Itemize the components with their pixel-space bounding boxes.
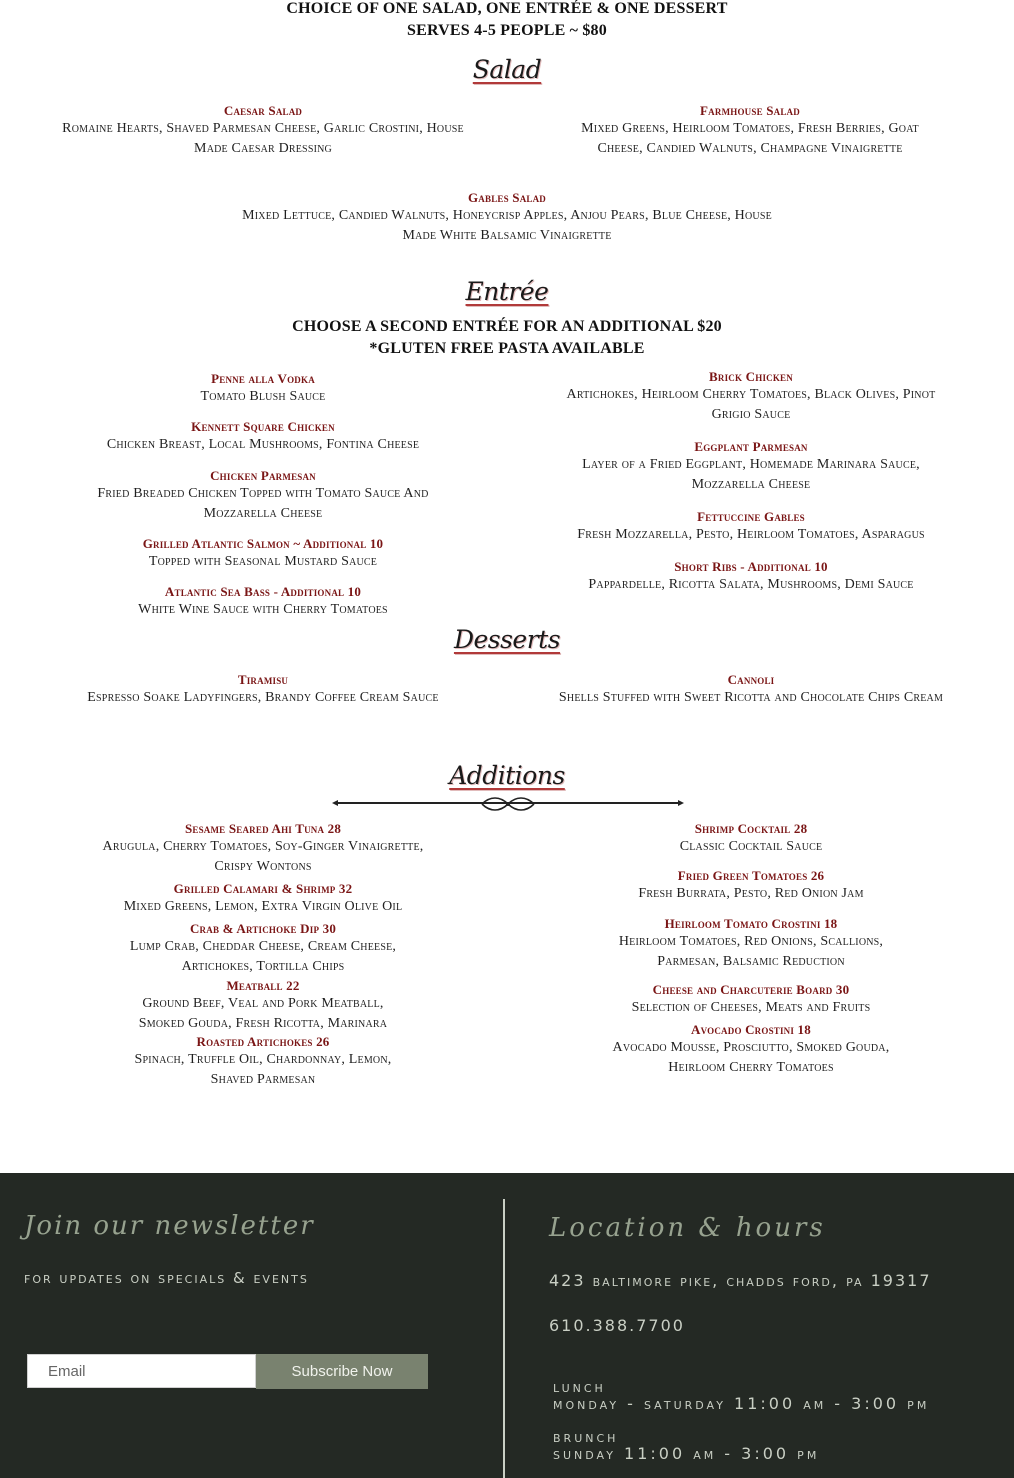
entree-note-second: CHOOSE A SECOND ENTRÉE FOR AN ADDITIONAL $20 [292, 318, 722, 335]
menu-item [40, 371, 486, 407]
newsletter-subtitle: for updates on specials & events [24, 1269, 309, 1287]
menu-item [530, 559, 972, 595]
item-name: Kennett Square Chicken [191, 419, 335, 434]
item-description: Artichokes, Heirloom Cherry Tomatoes, Black Olives, Pinot Grigio Sauce [566, 387, 936, 422]
menu-item [546, 369, 956, 425]
item-description: Layer of a Fried Eggplant, Homemade Marinara Sauce, Mozzarella Cheese [582, 457, 920, 492]
menu-item [530, 982, 972, 1018]
item-description: Mixed Lettuce, Candied Walnuts, Honeycrisp Apples, Anjou Pears, Blue Cheese, House Made White Balsamic Vinaigrette [242, 208, 772, 243]
salad-section-title: Salad [472, 55, 542, 84]
footer-divider [503, 1199, 505, 1478]
location-title: Location & hours [549, 1213, 826, 1243]
entree-note-gluten-free: *GLUTEN FREE PASTA AVAILABLE [369, 340, 645, 357]
item-description: Lump Crab, Cheddar Cheese, Cream Cheese, Artichokes, Tortilla Chips [129, 939, 397, 974]
newsletter-title: Join our newsletter [24, 1211, 315, 1241]
item-description: Fried Breaded Chicken Topped with Tomato Sauce And Mozzarella Cheese [97, 486, 429, 521]
phone-text[interactable]: 610.388.7700 [549, 1316, 685, 1335]
menu-item [528, 672, 974, 708]
menu-header-line2: SERVES 4-5 PEOPLE ~ $80 [407, 22, 607, 39]
menu-item [40, 419, 486, 455]
item-description: White Wine Sauce with Cherry Tomatoes [138, 602, 388, 617]
subscribe-button[interactable]: Subscribe Now [256, 1354, 428, 1389]
menu-item [600, 916, 902, 972]
menu-item [110, 921, 416, 977]
item-name: Atlantic Sea Bass - Additional 10 [164, 584, 362, 599]
item-description: Selection of Cheeses, Meats and Fruits [631, 1000, 871, 1015]
menu-item [580, 103, 920, 159]
item-name: Brick Chicken [709, 369, 793, 384]
lunch-hours: monday - saturday 11:00 am - 3:00 pm [553, 1394, 930, 1413]
menu-item [40, 584, 486, 620]
entree-section-title: Entrée [465, 277, 549, 306]
menu-item [240, 190, 774, 246]
lunch-label: lunch [553, 1377, 606, 1396]
menu-item [40, 536, 486, 572]
brunch-hours: sunday 11:00 am - 3:00 pm [553, 1444, 820, 1463]
item-description: Shells Stuffed with Sweet Ricotta and Chocolate Chips Cream [558, 690, 944, 705]
menu-item [86, 821, 440, 877]
additions-section-title: Additions [449, 761, 565, 790]
menu-item [40, 881, 486, 917]
item-description: Tomato Blush Sauce [200, 389, 326, 404]
item-description: Espresso Soake Ladyfingers, Brandy Coffee Cream Sauce [87, 690, 439, 705]
menu-item [40, 672, 486, 708]
ornamental-divider-icon [332, 794, 684, 812]
menu-item [594, 1022, 908, 1078]
item-name: Eggplant Parmesan [694, 439, 808, 454]
item-name: Penne alla Vodka [211, 371, 315, 386]
item-name: Cannoli [727, 672, 775, 687]
item-description: Chicken Breast, Local Mushrooms, Fontina Cheese [106, 437, 420, 452]
menu-item [118, 978, 408, 1034]
item-description: Classic Cocktail Sauce [679, 839, 823, 854]
item-name: Avocado Crostini 18 [691, 1022, 811, 1037]
item-description: Fresh Mozzarella, Pesto, Heirloom Tomatoes, Asparagus [577, 527, 925, 542]
site-footer [0, 1173, 1014, 1478]
item-name: Tiramisu [237, 672, 289, 687]
item-description: Fresh Burrata, Pesto, Red Onion Jam [638, 886, 864, 901]
item-name: Roasted Artichokes 26 [196, 1034, 330, 1049]
item-name: Shrimp Cocktail 28 [694, 821, 808, 836]
brunch-label: brunch [553, 1427, 619, 1446]
item-name: Grilled Calamari & Shrimp 32 [173, 881, 353, 896]
item-name: Chicken Parmesan [210, 468, 316, 483]
item-description: Pappardelle, Ricotta Salata, Mushrooms, Demi Sauce [588, 577, 914, 592]
item-name: Sesame Seared Ahi Tuna 28 [184, 821, 342, 836]
item-description: Avocado Mousse, Prosciutto, Smoked Gouda, Heirloom Cherry Tomatoes [612, 1040, 890, 1075]
item-description: Romaine Hearts, Shaved Parmesan Cheese, Garlic Crostini, House Made Caesar Dressing [62, 121, 464, 156]
item-name: Fried Green Tomatoes 26 [677, 868, 825, 883]
item-description: Ground Beef, Veal and Pork Meatball, Smoked Gouda, Fresh Ricotta, Marinara [138, 996, 388, 1031]
menu-item [80, 468, 446, 524]
menu-item [114, 1034, 412, 1090]
item-name: Fettuccine Gables [697, 509, 805, 524]
item-name: Heirloom Tomato Crostini 18 [664, 916, 838, 931]
item-description: Topped with Seasonal Mustard Sauce [148, 554, 378, 569]
item-description: Mixed Greens, Lemon, Extra Virgin Olive Oil [123, 899, 403, 914]
item-name: Caesar Salad [223, 103, 303, 118]
menu-item [566, 439, 936, 495]
item-name: Gables Salad [467, 190, 546, 205]
item-description: Spinach, Truffle Oil, Chardonnay, Lemon, Shaved Parmesan [134, 1052, 392, 1087]
item-description: Heirloom Tomatoes, Red Onions, Scallions, Parmesan, Balsamic Reduction [618, 934, 884, 969]
item-description: Arugula, Cherry Tomatoes, Soy-Ginger Vinaigrette, Crispy Wontons [102, 839, 424, 874]
item-name: Farmhouse Salad [700, 103, 800, 118]
item-name: Crab & Artichoke Dip 30 [189, 921, 337, 936]
item-description: Mixed Greens, Heirloom Tomatoes, Fresh Berries, Goat Cheese, Candied Walnuts, Champagne Vinaigrette [581, 121, 919, 156]
item-name: Grilled Atlantic Salmon ~ Additional 10 [142, 536, 384, 551]
menu-header-line1: CHOICE OF ONE SALAD, ONE ENTRÉE & ONE DESSERT [286, 0, 728, 17]
menu-item [40, 103, 486, 159]
item-name: Cheese and Charcuterie Board 30 [652, 982, 850, 997]
menu-item [530, 821, 972, 857]
item-name: Short Ribs - Additional 10 [674, 559, 828, 574]
menu-item [530, 868, 972, 904]
desserts-section-title: Desserts [453, 625, 561, 654]
menu-item [530, 509, 972, 545]
item-name: Meatball 22 [226, 978, 300, 993]
address-text: 423 baltimore pike, chadds ford, pa 19317 [549, 1271, 932, 1290]
email-input[interactable] [27, 1354, 256, 1388]
